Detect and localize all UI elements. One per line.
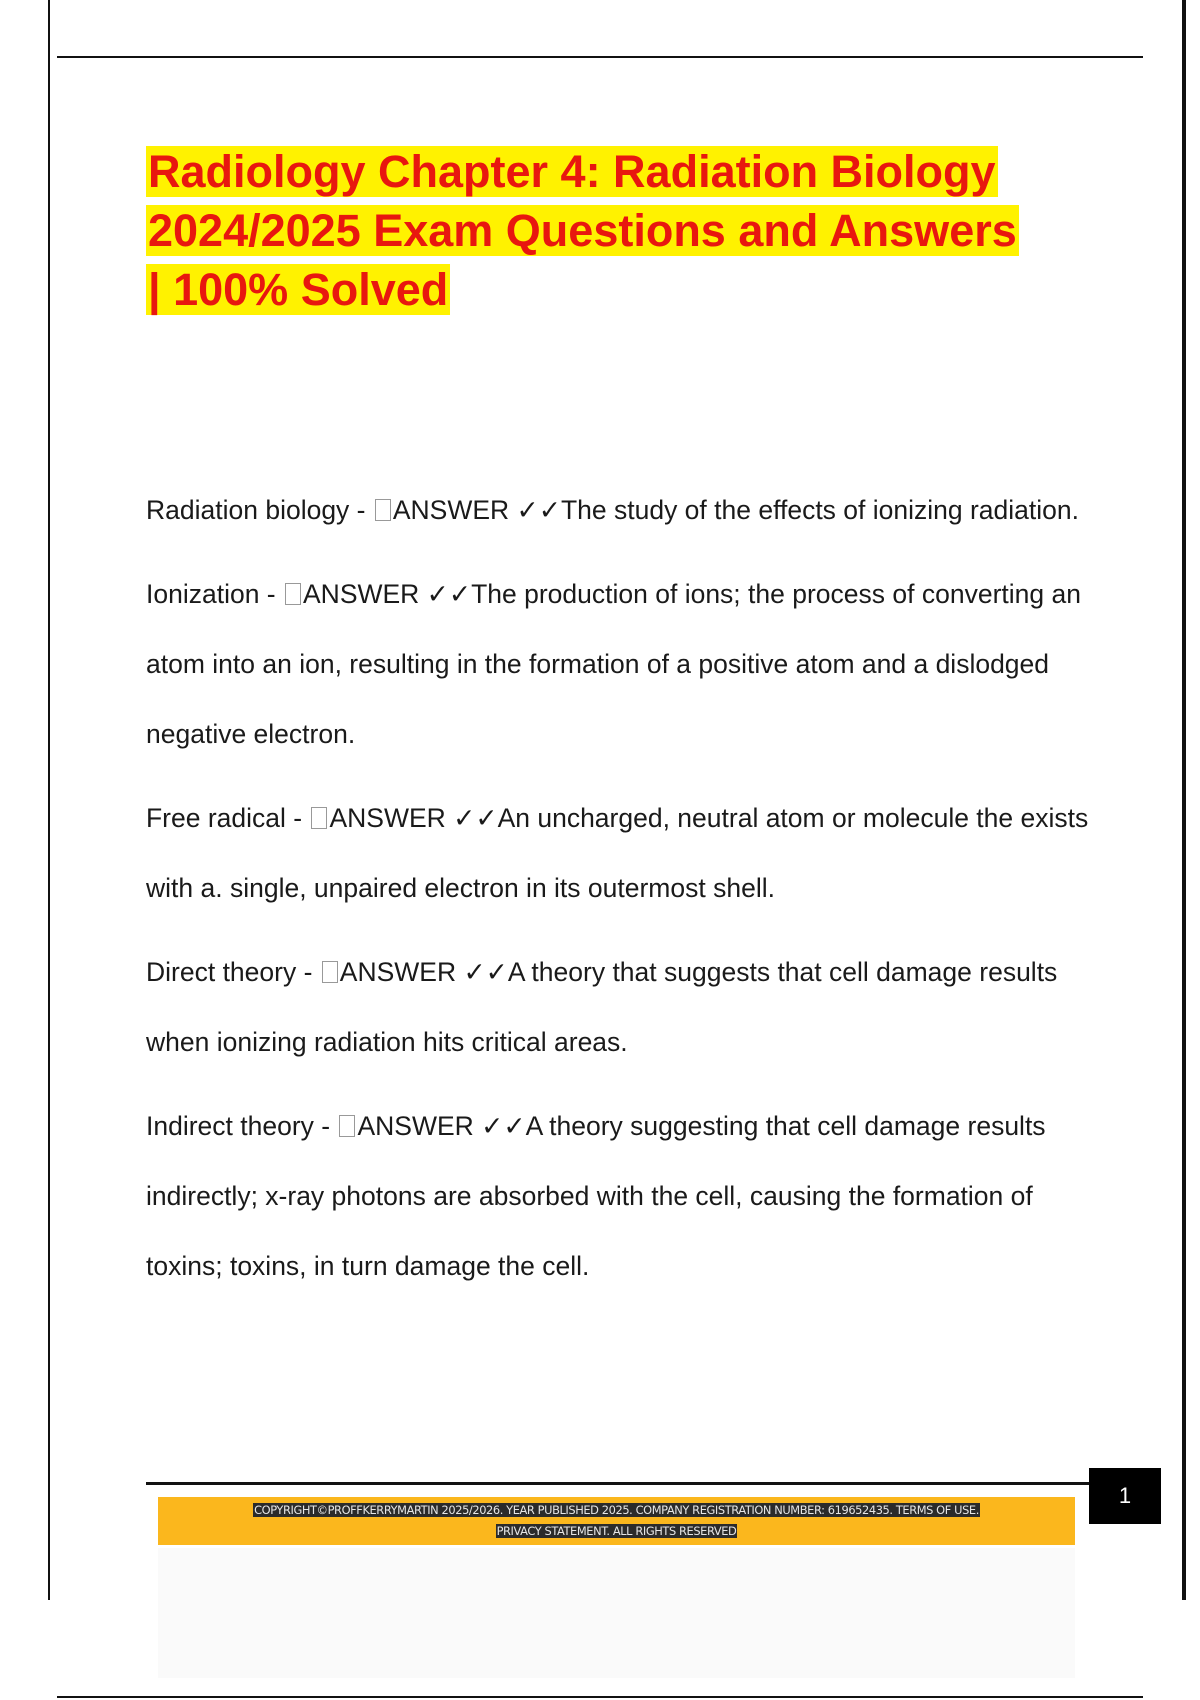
qa-definition: The study of the effects of ionizing radiation. bbox=[560, 495, 1079, 525]
qa-definition: The production of ions; the process of converting an atom into an ion, resulting in the formation of a positive atom and a dislodged negative electron. bbox=[146, 579, 1081, 749]
copyright-line: COPYRIGHT©PROFFKERRYMARTIN 2025/2026. YEAR PUBLISHED 2025. COMPANY REGISTRATION NUMBER: 619652435. TERMS OF USE. bbox=[254, 1503, 979, 1517]
copyright-notice bbox=[158, 1500, 1075, 1542]
header-rule bbox=[57, 56, 1143, 58]
answer-label: ANSWER ✓✓ bbox=[329, 803, 498, 833]
qa-definition: A theory suggesting that cell damage results indirectly; x-ray photons are absorbed with the cell, causing the formation of toxins; toxins, in turn damage the cell. bbox=[146, 1111, 1046, 1281]
qa-definition: An uncharged, neutral atom or molecule the exists with a. single, unpaired electron in its outermost shell. bbox=[146, 803, 1089, 903]
answer-label: ANSWER ✓✓ bbox=[303, 579, 472, 609]
page-number: 1 bbox=[1089, 1468, 1161, 1524]
copyright-line: PRIVACY STATEMENT. ALL RIGHTS RESERVED bbox=[496, 1524, 737, 1538]
missing-glyph-box-icon bbox=[339, 1115, 355, 1137]
qa-term: Radiation biology - bbox=[146, 495, 373, 525]
title-line: Radiology Chapter 4: Radiation Biology bbox=[148, 146, 996, 197]
document-title bbox=[146, 142, 1086, 319]
page-border-left bbox=[48, 0, 50, 1600]
qa-entry bbox=[146, 1091, 1106, 1301]
qa-entry bbox=[146, 937, 1106, 1077]
footer-shadow bbox=[158, 1548, 1075, 1678]
qa-entry bbox=[146, 559, 1106, 769]
page-border-right bbox=[1182, 0, 1186, 1600]
answer-label: ANSWER ✓✓ bbox=[339, 957, 508, 987]
bottom-rule bbox=[57, 1696, 1143, 1698]
qa-definition: A theory that suggests that cell damage results when ionizing radiation hits critical areas. bbox=[146, 957, 1058, 1057]
qa-term: Direct theory - bbox=[146, 957, 320, 987]
answer-label: ANSWER ✓✓ bbox=[392, 495, 561, 525]
qa-term: Ionization - bbox=[146, 579, 283, 609]
title-line: 2024/2025 Exam Questions and Answers bbox=[148, 205, 1017, 256]
qa-entry bbox=[146, 783, 1106, 923]
missing-glyph-box-icon bbox=[285, 583, 301, 605]
missing-glyph-box-icon bbox=[375, 499, 391, 521]
qa-term: Indirect theory - bbox=[146, 1111, 338, 1141]
missing-glyph-box-icon bbox=[322, 961, 338, 983]
qa-list bbox=[146, 475, 1106, 1315]
answer-label: ANSWER ✓✓ bbox=[357, 1111, 526, 1141]
qa-term: Free radical - bbox=[146, 803, 310, 833]
footer-rule bbox=[146, 1482, 1091, 1485]
qa-entry bbox=[146, 475, 1106, 545]
missing-glyph-box-icon bbox=[311, 807, 327, 829]
title-line: | 100% Solved bbox=[148, 264, 449, 315]
